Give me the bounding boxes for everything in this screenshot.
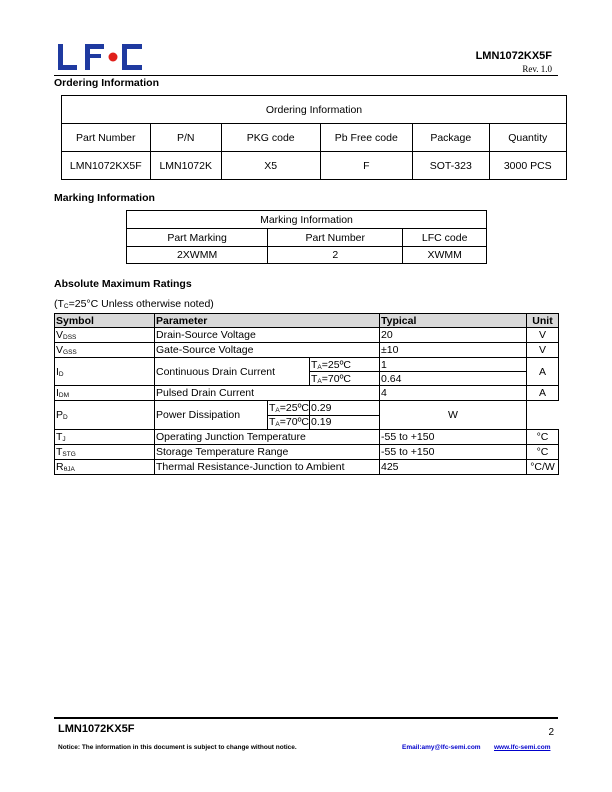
header-revision: Rev. 1.0 (522, 64, 552, 74)
abs-max-header-cell: Parameter (155, 314, 380, 328)
condition-cell (268, 401, 309, 416)
unit-cell: °C/W (527, 460, 559, 475)
header-part-number: LMN1072KX5F (475, 50, 552, 62)
ordering-header-cell: P/N (150, 124, 221, 152)
symbol-cell (55, 386, 155, 401)
parameter-cell (155, 401, 310, 430)
symbol-sub: STG (62, 451, 76, 458)
header-divider (54, 75, 558, 76)
typical-cell: 0.29 (310, 401, 380, 416)
ordering-cell: SOT-323 (413, 152, 489, 180)
abs-max-row (55, 430, 559, 445)
symbol-cell (55, 401, 155, 430)
unit-cell: W (380, 401, 527, 430)
ordering-cell: LMN1072K (150, 152, 221, 180)
footer-divider (54, 717, 558, 719)
unit-cell: A (527, 358, 559, 386)
marking-cell: XWMM (403, 247, 487, 264)
symbol-sub: GSS (63, 349, 77, 356)
abs-max-row (55, 328, 559, 343)
symbol-sub: J (62, 436, 66, 443)
condition-sub: A (317, 363, 322, 371)
symbol: R (56, 461, 64, 473)
footer-part-number: LMN1072KX5F (58, 723, 135, 735)
marking-cell: 2XWMM (127, 247, 268, 264)
marking-section-title: Marking Information (54, 192, 155, 204)
abs-max-header-cell: Typical (380, 314, 527, 328)
marking-header-row (127, 229, 487, 247)
condition-text: =70ºC (279, 416, 309, 428)
ordering-table (61, 95, 567, 180)
symbol-cell (55, 328, 155, 343)
note-text: (T (54, 298, 64, 310)
abs-max-table (54, 313, 559, 475)
condition-sub: A (317, 377, 322, 385)
symbol-cell (55, 343, 155, 358)
logo-dot (109, 53, 118, 62)
ordering-cell: LMN1072KX5F (62, 152, 151, 180)
marking-table (126, 210, 487, 264)
abs-max-section-title: Absolute Maximum Ratings (54, 278, 192, 290)
symbol: I (56, 387, 59, 399)
abs-max-row (55, 358, 559, 372)
email-link[interactable]: Email:amy@lfc-semi.com (402, 744, 481, 751)
condition-text: T (269, 402, 276, 414)
parameter-cell: Pulsed Drain Current (155, 386, 380, 401)
parameter-cell: Storage Temperature Range (155, 445, 380, 460)
unit-cell: V (527, 328, 559, 343)
parameter-cell: Gate-Source Voltage (155, 343, 380, 358)
page-number: 2 (548, 727, 554, 738)
condition-text: T (311, 358, 318, 371)
marking-cell: 2 (268, 247, 403, 264)
condition-text: =70ºC (321, 372, 351, 385)
symbol-cell (55, 460, 155, 475)
symbol: V (56, 344, 64, 356)
unit-cell: A (527, 386, 559, 401)
unit-cell: V (527, 343, 559, 358)
abs-max-header-row (55, 314, 559, 328)
symbol-cell (55, 358, 155, 386)
condition-cell (268, 416, 309, 429)
symbol-cell (55, 430, 155, 445)
symbol: T (56, 446, 63, 458)
abs-max-header-cell: Symbol (55, 314, 155, 328)
footer-notice: Notice: The information in this document is subject to change without notice. (58, 744, 297, 751)
typical-cell: 20 (380, 328, 527, 343)
ordering-data-row (62, 152, 567, 180)
abs-max-note (54, 298, 214, 310)
condition-sub: A (275, 421, 280, 428)
condition-text: =25ºC (279, 402, 309, 414)
power-param-label: Power Dissipation (155, 401, 268, 429)
condition-cell (310, 372, 380, 386)
unit-cell: °C (527, 445, 559, 460)
marking-data-row (127, 247, 487, 264)
parameter-cell: Drain-Source Voltage (155, 328, 380, 343)
website-link[interactable]: www.lfc-semi.com (494, 744, 551, 751)
symbol: V (56, 329, 64, 341)
typical-cell: 0.19 (310, 415, 380, 430)
ordering-table-title: Ordering Information (62, 96, 567, 124)
abs-max-row (55, 343, 559, 358)
condition-text: =25ºC (321, 358, 351, 371)
ordering-cell: F (320, 152, 413, 180)
symbol-sub: D (63, 414, 68, 421)
marking-header-cell: Part Marking (127, 229, 268, 247)
ordering-cell: X5 (221, 152, 320, 180)
typical-cell: 1 (380, 358, 527, 372)
ordering-header-cell: Pb Free code (320, 124, 413, 152)
marking-table-title: Marking Information (127, 211, 487, 229)
abs-max-row (55, 401, 559, 416)
unit-cell: °C (527, 430, 559, 445)
parameter-cell: Continuous Drain Current (155, 358, 310, 386)
condition-text: T (269, 416, 276, 428)
typical-cell: ±10 (380, 343, 527, 358)
marking-header-cell: Part Number (268, 229, 403, 247)
symbol: I (56, 365, 59, 378)
abs-max-header-cell: Unit (527, 314, 559, 328)
symbol-sub: DM (58, 392, 70, 399)
condition-sub: A (275, 407, 280, 414)
note-text: =25°C Unless otherwise noted) (68, 298, 214, 310)
symbol-sub: DSS (63, 334, 77, 341)
ordering-section-title: Ordering Information (54, 77, 159, 89)
ordering-header-cell: Quantity (489, 124, 566, 152)
symbol-sub: θJA (63, 466, 75, 473)
condition-cell (310, 358, 380, 372)
abs-max-row (55, 386, 559, 401)
typical-cell: 0.64 (380, 372, 527, 386)
symbol-cell (55, 445, 155, 460)
marking-header-cell: LFC code (403, 229, 487, 247)
typical-cell: -55 to +150 (380, 430, 527, 445)
lfc-logo (58, 44, 144, 70)
symbol-sub: D (58, 370, 64, 378)
condition-text: T (311, 372, 318, 385)
abs-max-row (55, 445, 559, 460)
abs-max-row (55, 460, 559, 475)
ordering-header-row (62, 124, 567, 152)
note-sub: C (63, 303, 69, 310)
symbol: T (56, 431, 63, 443)
parameter-cell: Thermal Resistance-Junction to Ambient (155, 460, 380, 475)
typical-cell: 4 (380, 386, 527, 401)
ordering-header-cell: Part Number (62, 124, 151, 152)
ordering-header-cell: PKG code (221, 124, 320, 152)
symbol: P (56, 409, 64, 421)
ordering-cell: 3000 PCS (489, 152, 566, 180)
typical-cell: 425 (380, 460, 527, 475)
ordering-header-cell: Package (413, 124, 489, 152)
typical-cell: -55 to +150 (380, 445, 527, 460)
parameter-cell: Operating Junction Temperature (155, 430, 380, 445)
